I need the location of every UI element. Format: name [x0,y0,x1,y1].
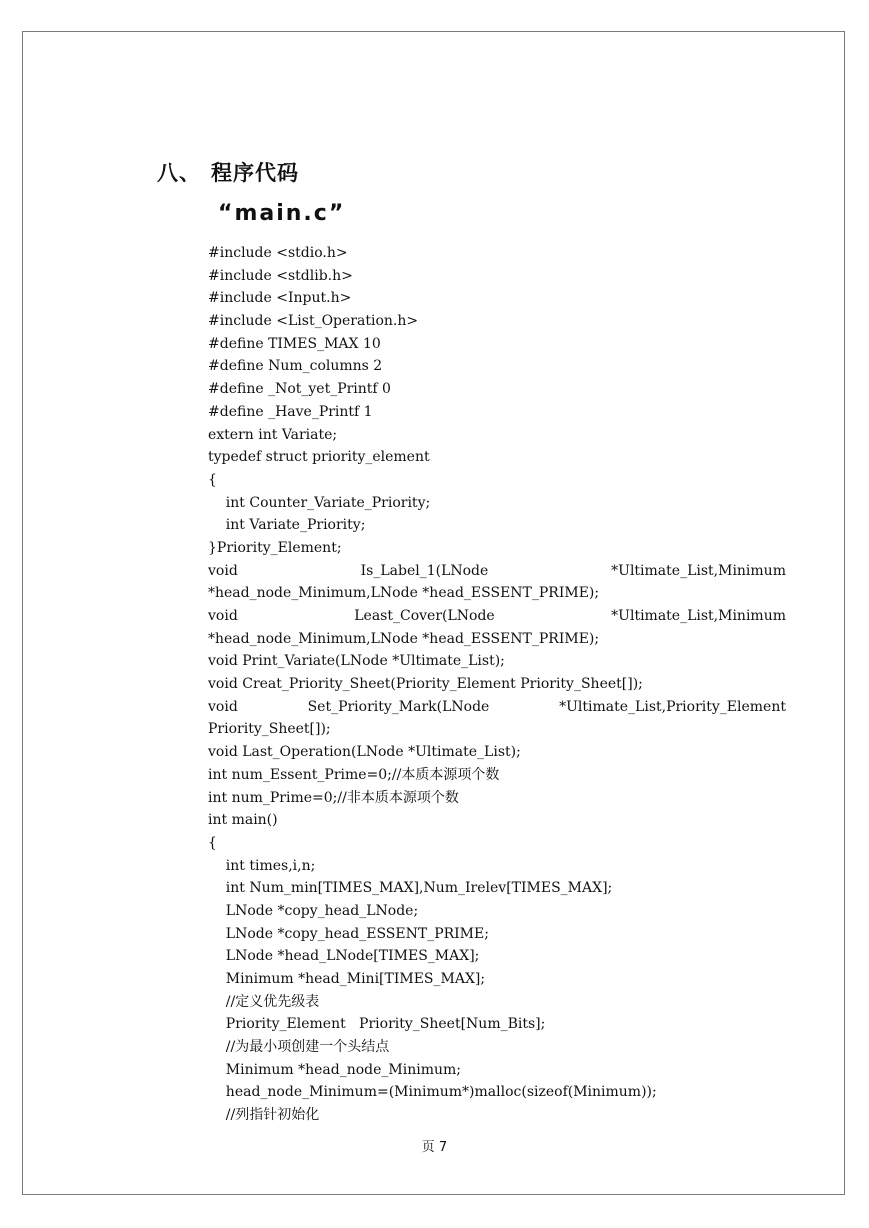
code-token: *Ultimate_List,Minimum [611,608,786,624]
code-line: void Print_Variate(LNode *Ultimate_List); [208,653,505,670]
code-line [208,605,786,628]
section-title: 程序代码 [211,161,299,185]
code-line: int Variate_Priority; [208,517,366,534]
code-line: //定义优先级表 [208,993,320,1010]
code-token: void [208,698,238,715]
code-line: int num_Prime=0;//非本质本源项个数 [208,789,459,806]
code-line: #define _Have_Printf 1 [208,403,373,420]
code-line [208,696,786,719]
code-line: #include <stdio.h> [208,245,348,261]
code-line: LNode *copy_head_ESSENT_PRIME; [208,925,489,942]
code-token: Least_Cover(LNode [354,608,495,624]
code-token: void [208,608,238,624]
code-token: *Ultimate_List,Priority_Element [559,698,786,715]
code-line: #include <Input.h> [208,290,352,307]
file-heading: “main.c” [218,201,346,226]
code-line [208,560,786,583]
code-line: Minimum *head_node_Minimum; [208,1061,462,1078]
code-line: { [208,471,217,488]
code-token: void [208,562,238,579]
code-line: head_node_Minimum=(Minimum*)malloc(sizeof(Minimum)); [208,1084,657,1101]
code-token: *Ultimate_List,Minimum [611,562,786,579]
code-line: typedef struct priority_element [208,449,430,466]
code-line: Minimum *head_Mini[TIMES_MAX]; [208,971,486,987]
code-line: void Creat_Priority_Sheet(Priority_Element Priority_Sheet[]); [208,676,643,693]
code-line: *head_node_Minimum,LNode *head_ESSENT_PRIME); [208,630,600,647]
code-line: LNode *copy_head_LNode; [208,902,419,919]
code-line: Priority_Sheet[]); [208,721,331,738]
code-line: { [208,834,217,851]
code-line: *head_node_Minimum,LNode *head_ESSENT_PRIME); [208,585,600,602]
code-line: int main() [208,812,278,829]
code-line: int Counter_Variate_Priority; [208,494,431,511]
page-number: 页 7 [421,1140,448,1155]
section-number: 八、 [157,161,201,185]
code-block [208,242,798,1127]
code-line: #define _Not_yet_Printf 0 [208,381,391,398]
code-line: LNode *head_LNode[TIMES_MAX]; [208,948,480,965]
code-line: int Num_min[TIMES_MAX],Num_Irelev[TIMES_MAX]; [208,880,613,897]
code-line: extern int Variate; [208,426,338,443]
code-line: #define Num_columns 2 [208,358,383,375]
code-line: //为最小项创建一个头结点 [208,1039,390,1056]
code-line: }Priority_Element; [208,539,342,556]
code-line: void Last_Operation(LNode *Ultimate_List); [208,744,521,761]
code-line: #define TIMES_MAX 10 [208,335,381,352]
code-line: int num_Essent_Prime=0;//本质本源项个数 [208,766,500,783]
code-line: int times,i,n; [208,857,316,874]
section-heading [157,157,299,187]
code-line: //列指针初始化 [208,1107,320,1124]
code-line: #include <List_Operation.h> [208,313,419,330]
code-token: Is_Label_1(LNode [360,562,489,579]
code-line: Priority_Element Priority_Sheet[Num_Bits]; [208,1016,546,1033]
code-line: #include <stdlib.h> [208,267,353,284]
code-token: Set_Priority_Mark(LNode [307,698,490,715]
